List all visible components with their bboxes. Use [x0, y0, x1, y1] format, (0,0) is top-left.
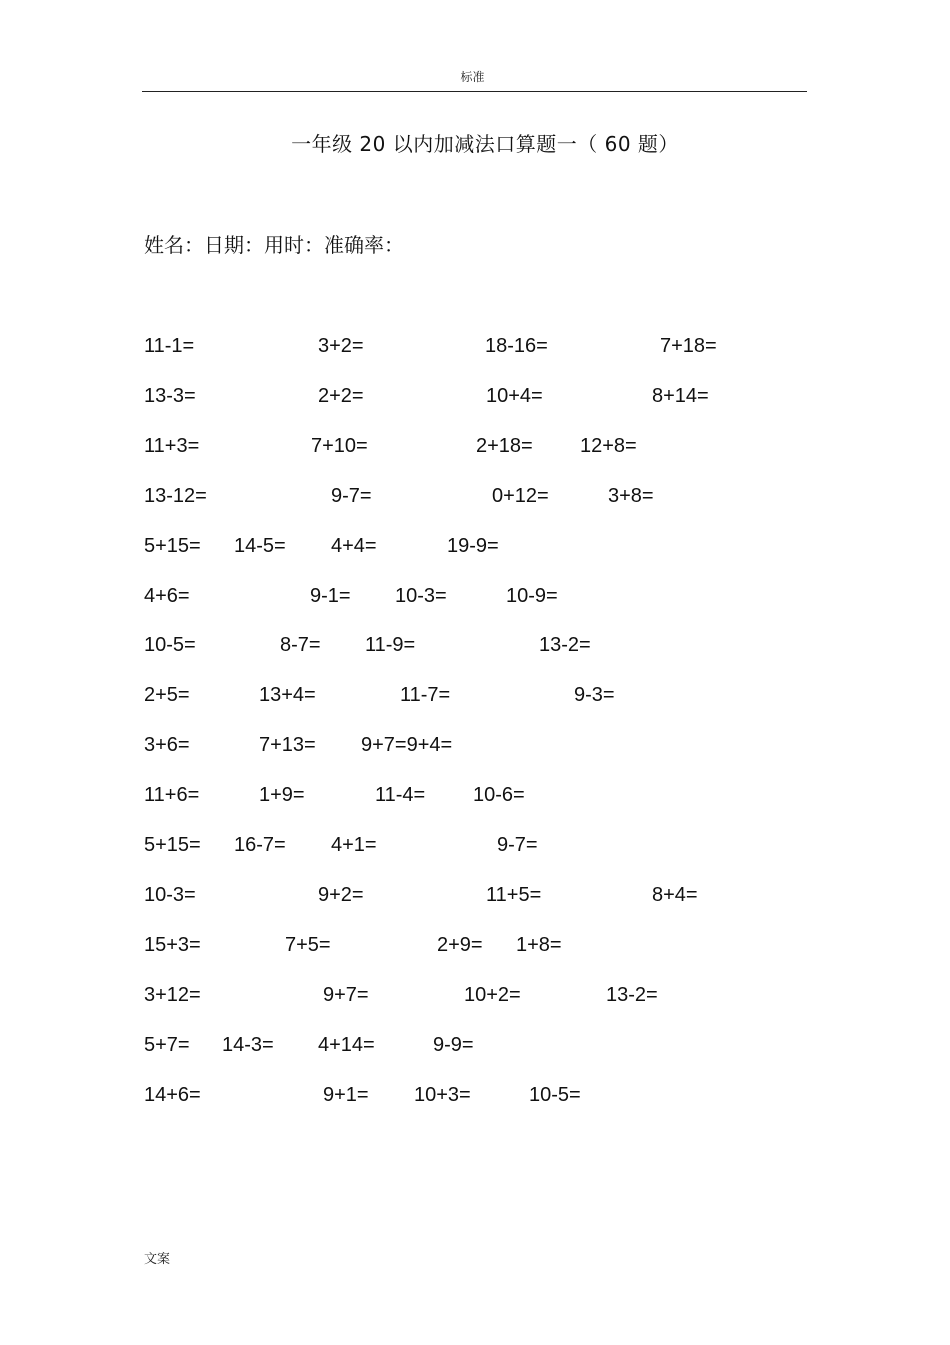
arithmetic-problem: 11+6= [144, 784, 200, 806]
arithmetic-problem: 10-6= [473, 784, 525, 806]
arithmetic-problem: 5+7= [144, 1034, 190, 1056]
arithmetic-problem: 10-5= [529, 1084, 581, 1106]
page-title: 一年级 20 以内加减法口算题一（ 60 题） [291, 132, 679, 156]
arithmetic-problem: 19-9= [447, 535, 499, 557]
arithmetic-problem: 13-3= [144, 385, 196, 407]
arithmetic-problem: 5+15= [144, 834, 201, 856]
arithmetic-problem: 16-7= [234, 834, 286, 856]
arithmetic-problem: 5+15= [144, 535, 201, 557]
arithmetic-problem: 13-2= [539, 634, 591, 656]
arithmetic-problem: 2+5= [144, 684, 190, 706]
arithmetic-problem: 11-4= [375, 784, 426, 806]
arithmetic-problem: 8+4= [652, 884, 698, 906]
arithmetic-problem: 7+5= [285, 934, 331, 956]
arithmetic-problem: 3+2= [318, 335, 364, 357]
arithmetic-problem: 10+3= [414, 1084, 471, 1106]
arithmetic-problem: 13-12= [144, 485, 207, 507]
arithmetic-problem: 10-3= [144, 884, 196, 906]
arithmetic-problem: 14+6= [144, 1084, 201, 1106]
header-divider [142, 91, 807, 92]
arithmetic-problem: 14-3= [222, 1034, 274, 1056]
page-header-label: 标准 [460, 70, 485, 84]
arithmetic-problem: 7+18= [660, 335, 717, 357]
arithmetic-problem: 7+13= [259, 734, 316, 756]
arithmetic-problem: 18-16= [485, 335, 548, 357]
arithmetic-problem: 10+2= [464, 984, 521, 1006]
page-footer-label: 文案 [144, 1252, 171, 1267]
arithmetic-problem: 3+12= [144, 984, 201, 1006]
arithmetic-problem: 11-1= [144, 335, 195, 357]
arithmetic-problem: 4+1= [331, 834, 377, 856]
arithmetic-problem: 9-7= [497, 834, 538, 856]
arithmetic-problem: 7+10= [311, 435, 368, 457]
arithmetic-problem: 13-2= [606, 984, 658, 1006]
arithmetic-problem: 10-9= [506, 585, 558, 607]
arithmetic-problem: 3+8= [608, 485, 654, 507]
arithmetic-problem: 8+14= [652, 385, 709, 407]
arithmetic-problem: 12+8= [580, 435, 637, 457]
arithmetic-problem: 2+2= [318, 385, 364, 407]
arithmetic-problem: 9+7=9+4= [361, 734, 453, 756]
arithmetic-problem: 9-9= [433, 1034, 474, 1056]
arithmetic-problem: 11-9= [365, 634, 416, 656]
arithmetic-problem: 4+14= [318, 1034, 375, 1056]
arithmetic-problem: 9-3= [574, 684, 615, 706]
student-info-line: 姓名：日期：用时：准确率： [144, 233, 404, 257]
arithmetic-problem: 10+4= [486, 385, 543, 407]
arithmetic-problem: 9+1= [323, 1084, 369, 1106]
arithmetic-problem: 0+12= [492, 485, 549, 507]
arithmetic-problem: 1+8= [516, 934, 562, 956]
arithmetic-problem: 4+4= [331, 535, 377, 557]
arithmetic-problem: 3+6= [144, 734, 190, 756]
arithmetic-problem: 9+7= [323, 984, 369, 1006]
arithmetic-problem: 9+2= [318, 884, 364, 906]
arithmetic-problem: 2+9= [437, 934, 483, 956]
arithmetic-problem: 10-5= [144, 634, 196, 656]
arithmetic-problem: 4+6= [144, 585, 190, 607]
arithmetic-problem: 1+9= [259, 784, 305, 806]
arithmetic-problem: 11-7= [400, 684, 451, 706]
arithmetic-problem: 11+5= [486, 884, 542, 906]
arithmetic-problem: 14-5= [234, 535, 286, 557]
arithmetic-problem: 9-7= [331, 485, 372, 507]
arithmetic-problem: 15+3= [144, 934, 201, 956]
arithmetic-problem: 2+18= [476, 435, 533, 457]
arithmetic-problem: 8-7= [280, 634, 321, 656]
arithmetic-problem: 10-3= [395, 585, 447, 607]
arithmetic-problem: 11+3= [144, 435, 200, 457]
arithmetic-problem: 9-1= [310, 585, 351, 607]
arithmetic-problem: 13+4= [259, 684, 316, 706]
